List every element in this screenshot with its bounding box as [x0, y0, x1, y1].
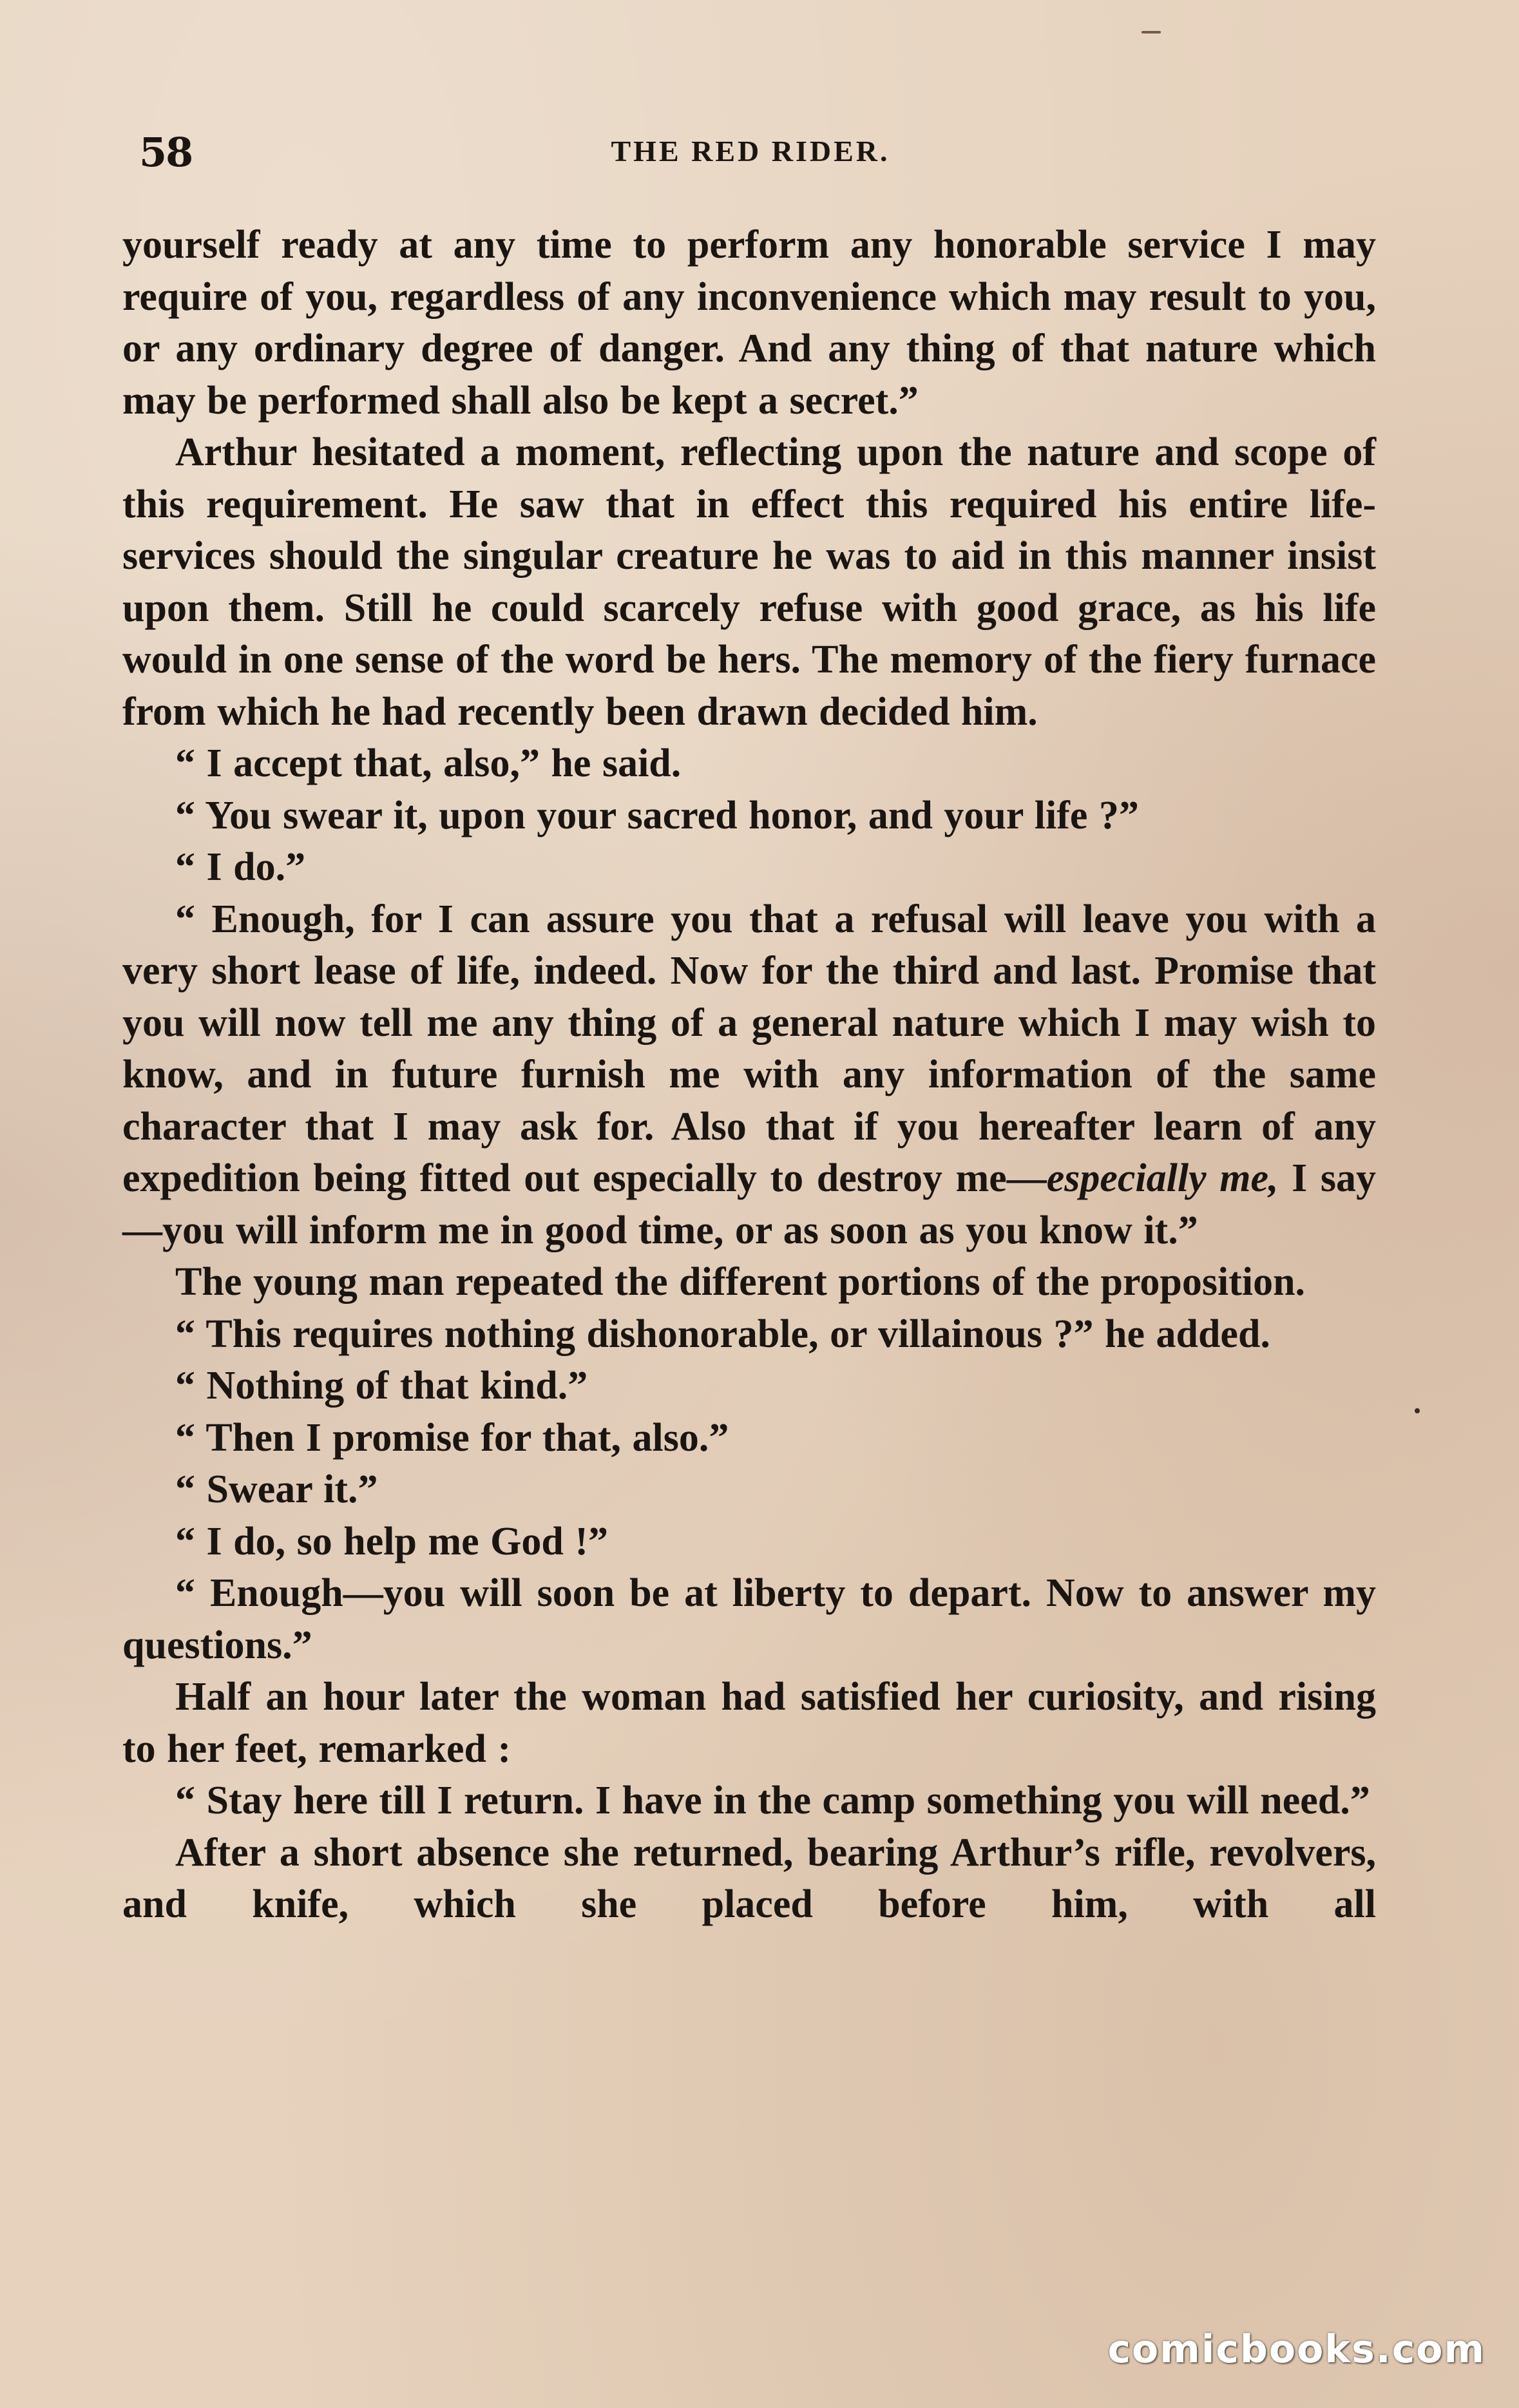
paragraph: After a short absence she returned, bearing Arthur’s rifle, revolvers, and knife, which she placed before him, with all	[122, 1830, 1376, 1926]
paragraph-text: “ Enough, for I can assure you that a refusal will leave you with a very short lease of life, indeed. Now for the third and last. Promise that you will now tell me any thing of a general nature which I may wish to know, and in future furnish me with any information of the same character that I may ask for. Also that if you hereafter learn of any expedition being fitted out especially to destroy me—	[122, 897, 1376, 1200]
watermark: comicbooks.com	[1107, 2327, 1486, 2372]
paragraph: “ I do, so help me God !”	[175, 1519, 608, 1563]
running-head: THE RED RIDER.	[611, 135, 890, 167]
paragraph: “ Then I promise for that, also.”	[175, 1415, 729, 1460]
paragraph: “ This requires nothing dishonorable, or villainous ?” he added.	[175, 1312, 1270, 1356]
paragraph: “ You swear it, upon your sacred honor, and your life ?”	[175, 793, 1139, 837]
paragraph: “ Stay here till I return. I have in the camp something you will need.”	[175, 1779, 1370, 1822]
page-header	[122, 129, 1379, 180]
page-number: 58	[139, 129, 193, 176]
paragraph: “ Swear it.”	[175, 1467, 378, 1511]
paragraph: “ I do.”	[175, 845, 306, 889]
paragraph: yourself ready at any time to perform any honorable service I may require of you, regardless of any inconvenience which may result to you, or any ordinary degree of danger. And any thing of that nature which may be performed shall also be kept a secret.”	[122, 223, 1376, 423]
paragraph-text: I say—you will inform me in good time, or as soon as you know it.”	[122, 1156, 1376, 1252]
paragraph: “ Enough—you will soon be at liberty to depart. Now to answer my questions.”	[122, 1571, 1376, 1667]
paragraph: Arthur hesitated a moment, reflecting upon the nature and scope of this requirement. He saw that in effect this required his entire life-services should the singular creature he was to aid in this manner insist upon them. Still he could scarcely refuse with good grace, as his life would in one sense of the word be hers. The memory of the fiery furnace from which he had recently been drawn decided him.	[122, 430, 1376, 734]
paragraph: Half an hour later the woman had satisfied her curiosity, and rising to her feet, remarked :	[122, 1675, 1376, 1771]
paragraph	[122, 893, 1376, 1257]
paragraph: “ Nothing of that kind.”	[175, 1364, 588, 1408]
emphasis-text: especially me,	[1046, 1156, 1279, 1200]
body-text	[122, 219, 1376, 1931]
paragraph: The young man repeated the different portions of the proposition.	[175, 1260, 1306, 1304]
ink-speck	[1142, 31, 1161, 33]
paragraph: “ I accept that, also,” he said.	[175, 741, 682, 785]
ink-speck	[1415, 1408, 1420, 1413]
